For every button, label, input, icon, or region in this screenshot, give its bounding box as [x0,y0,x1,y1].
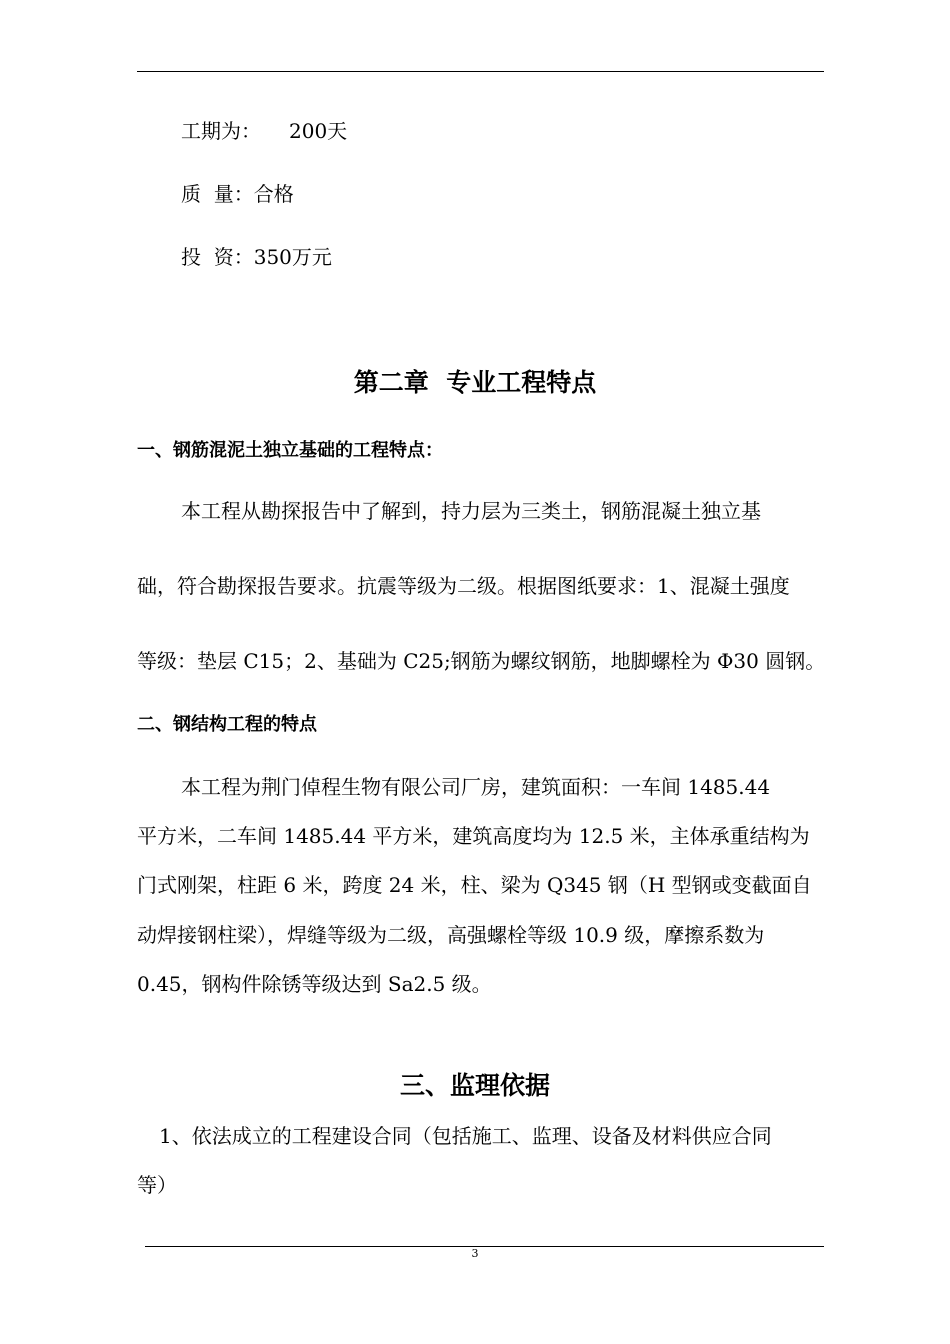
section-one-line-3: 等级：垫层 C15；2、基础为 C25;钢筋为螺纹钢筋，地脚螺栓为 Φ30 圆钢。 [137,649,826,673]
chapter-two-title: 第二章 专业工程特点 [353,368,597,397]
investment-value: 350万元 [253,245,332,269]
chapter-three-title: 三、监理依据 [399,1071,550,1100]
section-two-line-5: 0.45，钢构件除锈等级达到 Sa2.5 级。 [137,972,492,996]
section-one-line-2: 础，符合勘探报告要求。抗震等级为二级。根据图纸要求：1、混凝土强度 [137,574,790,598]
section-two-line-1: 本工程为荆门倬程生物有限公司厂房，建筑面积：一车间 1485.44 [181,775,771,799]
section-two-line-3: 门式刚架，柱距 6 米，跨度 24 米，柱、梁为 Q345 钢（H 型钢或变截面自 [137,873,812,897]
quality-line [181,181,294,207]
section-two-line-2: 平方米，二车间 1485.44 平方米，建筑高度均为 12.5 米，主体承重结构为 [137,824,810,848]
duration-line [181,118,347,144]
page-number: 3 [471,1247,479,1260]
chapter-three-line-2: 等） [137,1173,177,1197]
duration-label: 工期为： [181,119,261,143]
section-one-heading: 一、钢筋混泥土独立基础的工程特点： [137,440,443,461]
header-rule [137,71,824,72]
quality-label: 质 量： [181,182,254,206]
duration-value: 200天 [289,119,348,143]
investment-line [181,244,332,270]
section-two-heading: 二、钢结构工程的特点 [137,714,317,735]
section-one-line-1: 本工程从勘探报告中了解到，持力层为三类土，钢筋混凝土独立基 [181,499,761,523]
chapter-three-line-1: 1、依法成立的工程建设合同（包括施工、监理、设备及材料供应合同 [159,1124,772,1148]
quality-value: 合格 [253,182,294,206]
investment-label: 投 资： [181,245,254,269]
section-two-line-4: 动焊接钢柱梁），焊缝等级为二级，高强螺栓等级 10.9 级，摩擦系数为 [137,923,765,947]
